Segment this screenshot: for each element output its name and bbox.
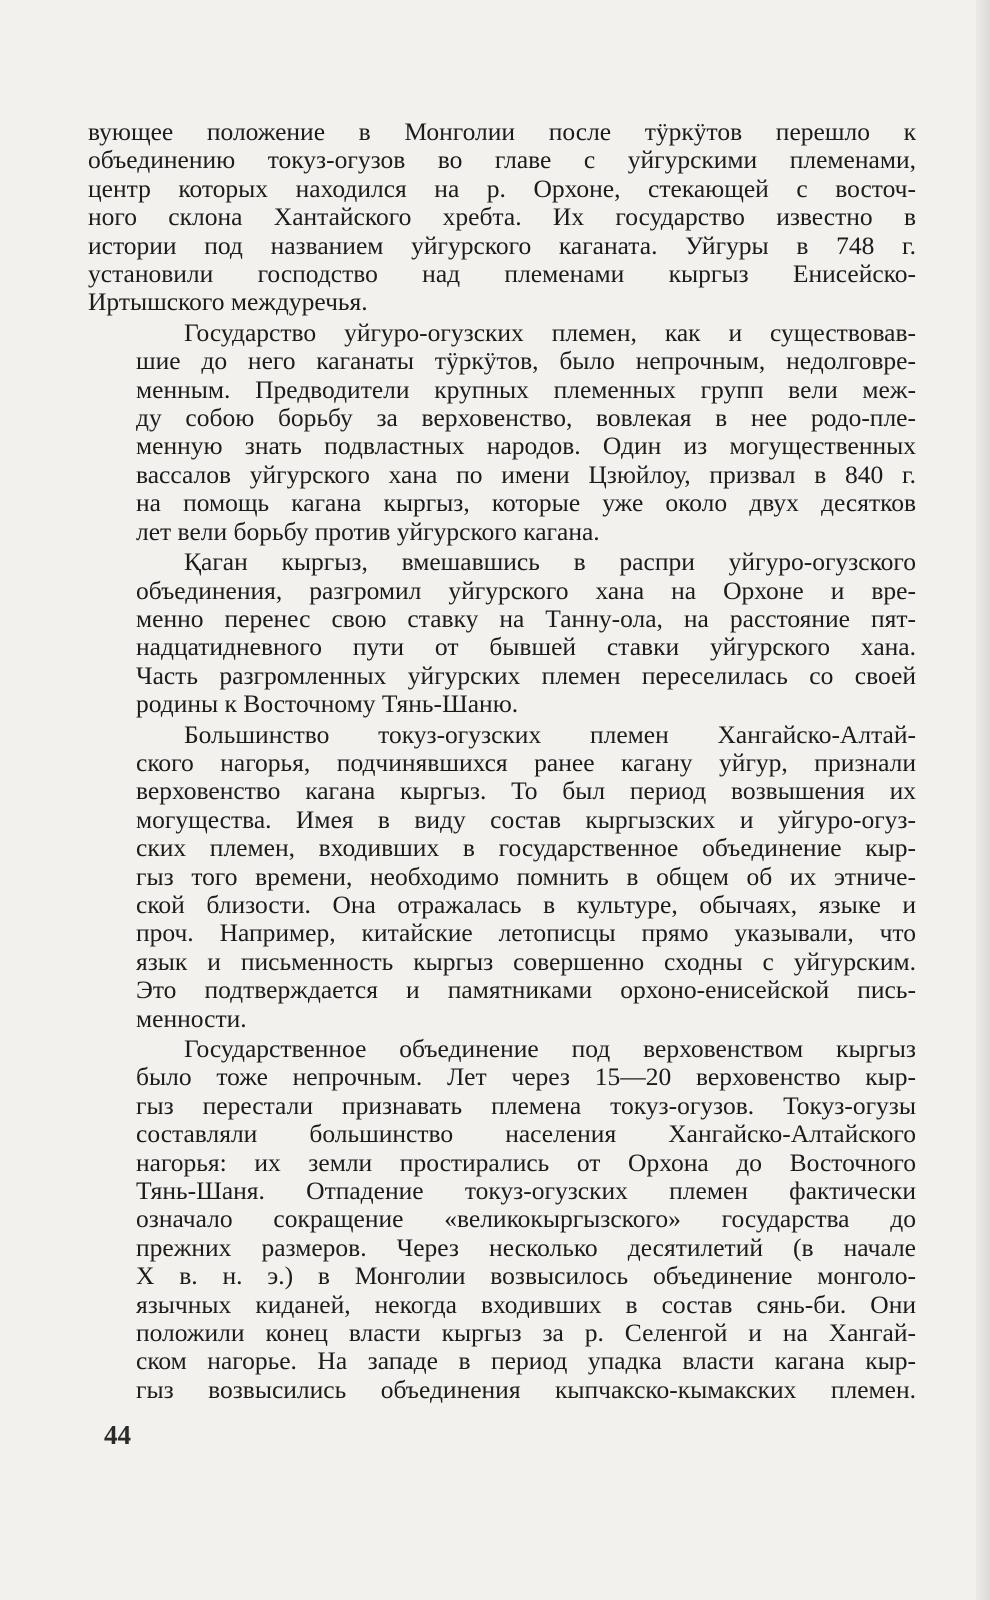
text-line: Государство уйгуро-огузских племен, как и существовав- <box>184 317 916 347</box>
page-number: 44 <box>104 1420 131 1450</box>
text-line: нагорья: их земли простирались от Орхона до Восточного <box>136 1147 916 1177</box>
text-line: прежних размеров. Через несколько десятилетий (в начале <box>136 1232 916 1262</box>
text-line: центр которых находился на р. Орхоне, стекающей с восточ- <box>88 173 916 203</box>
text-line: язычных киданей, некогда входивших в состав сянь-би. Они <box>136 1289 916 1319</box>
text-line: Тянь-Шаня. Отпадение токуз-огузских племен фактически <box>136 1176 916 1206</box>
text-line: гыз возвысились объединения кыпчакско-кымакских племен. <box>136 1374 916 1404</box>
text-line: надцатидневного пути от бывшей ставки уйгурского хана. <box>136 632 916 662</box>
text-line: составляли большинство населения Хангайско-Алтайского <box>136 1119 916 1149</box>
text-line: лет вели борьбу против уйгурского кагана. <box>136 516 600 546</box>
text-line: гыз перестали признавать племена токуз-огузов. Токуз-огузы <box>136 1090 916 1120</box>
text-line: Иртышского междуречья. <box>88 287 368 317</box>
text-line: на помощь кагана кыргыз, которые уже около двух десятков <box>136 488 916 518</box>
text-line: ского нагорья, подчинявшихся ранее кагану уйгур, признали <box>136 747 916 777</box>
main-text <box>88 118 916 1406</box>
text-line: объединения, разгромил уйгурского хана на Орхоне и вре- <box>136 575 916 605</box>
text-line: могущества. Имея в виду состав кыргызских и уйгуро-огуз- <box>136 804 916 834</box>
paragraph-3 <box>88 548 916 718</box>
text-line: Часть разгромленных уйгурских племен переселилась со своей <box>136 660 916 690</box>
text-line: ду собою борьбу за верховенство, вовлекая в нее родо-пле- <box>136 403 916 433</box>
text-line: Это подтверждается и памятниками орхоно-енисейской пись- <box>136 975 916 1005</box>
text-line: положили конец власти кыргыз за р. Селенгой и на Хангай- <box>136 1318 916 1348</box>
text-line: верховенство кагана кыргыз. То был период возвышения их <box>136 776 916 806</box>
paragraph-2 <box>88 319 916 546</box>
paragraph-5 <box>88 1035 916 1404</box>
text-line: ских племен, входивших в государственное объединение кыр- <box>136 833 916 863</box>
text-line: ской близости. Она отражалась в культуре, обычаях, языке и <box>136 889 916 919</box>
text-line: менную знать подвластных народов. Один из могущественных <box>136 431 916 461</box>
text-line: установили господство над племенами кыргыз Енисейско- <box>88 259 916 289</box>
text-line: менности. <box>136 1003 247 1033</box>
paragraph-4 <box>88 721 916 1033</box>
text-line: X в. н. э.) в Монголии возвысилось объединение монголо- <box>136 1261 916 1291</box>
text-line: объединению токуз-огузов во главе с уйгурскими племенами, <box>88 145 916 175</box>
text-line: язык и письменность кыргыз совершенно сходны с уйгурским. <box>136 946 916 976</box>
text-line: гыз того времени, необходимо помнить в общем об их этниче- <box>136 861 916 891</box>
text-line: Қаган кыргыз, вмешавшись в распри уйгуро-огузского <box>184 547 916 577</box>
text-line: было тоже непрочным. Лет через 15—20 верховенство кыр- <box>136 1062 916 1092</box>
text-line: менно перенес свою ставку на Танну-ола, на расстояние пят- <box>136 603 916 633</box>
text-line: шие до него каганаты тӱркӱтов, было непрочным, недолговре- <box>136 346 916 376</box>
scan-edge-shadow <box>976 0 990 1600</box>
text-line: проч. Например, китайские летописцы прямо указывали, что <box>136 918 916 948</box>
text-line: истории под названием уйгурского каганата. Уйгуры в 748 г. <box>88 230 916 260</box>
text-line: Государственное объединение под верховенством кыргыз <box>184 1034 916 1063</box>
text-line: вассалов уйгурского хана по имени Цзюйлоу, призвал в 840 г. <box>136 459 916 489</box>
text-line: означало сокращение «великокыргызского» государства до <box>136 1204 916 1234</box>
text-line: Большинство токуз-огузских племен Хангайско-Алтай- <box>184 719 916 749</box>
text-line: ском нагорье. На западе в период упадка власти кагана кыр- <box>136 1346 916 1376</box>
text-line: ного склона Хантайского хребта. Их государство известно в <box>88 202 916 232</box>
text-line: вующее положение в Монголии после тӱркӱтов перешло к <box>88 117 916 146</box>
paragraph-1 <box>88 118 916 317</box>
text-line: менным. Предводители крупных племенных групп вели меж- <box>136 374 916 404</box>
text-line: родины к Восточному Тянь-Шаню. <box>136 689 519 719</box>
